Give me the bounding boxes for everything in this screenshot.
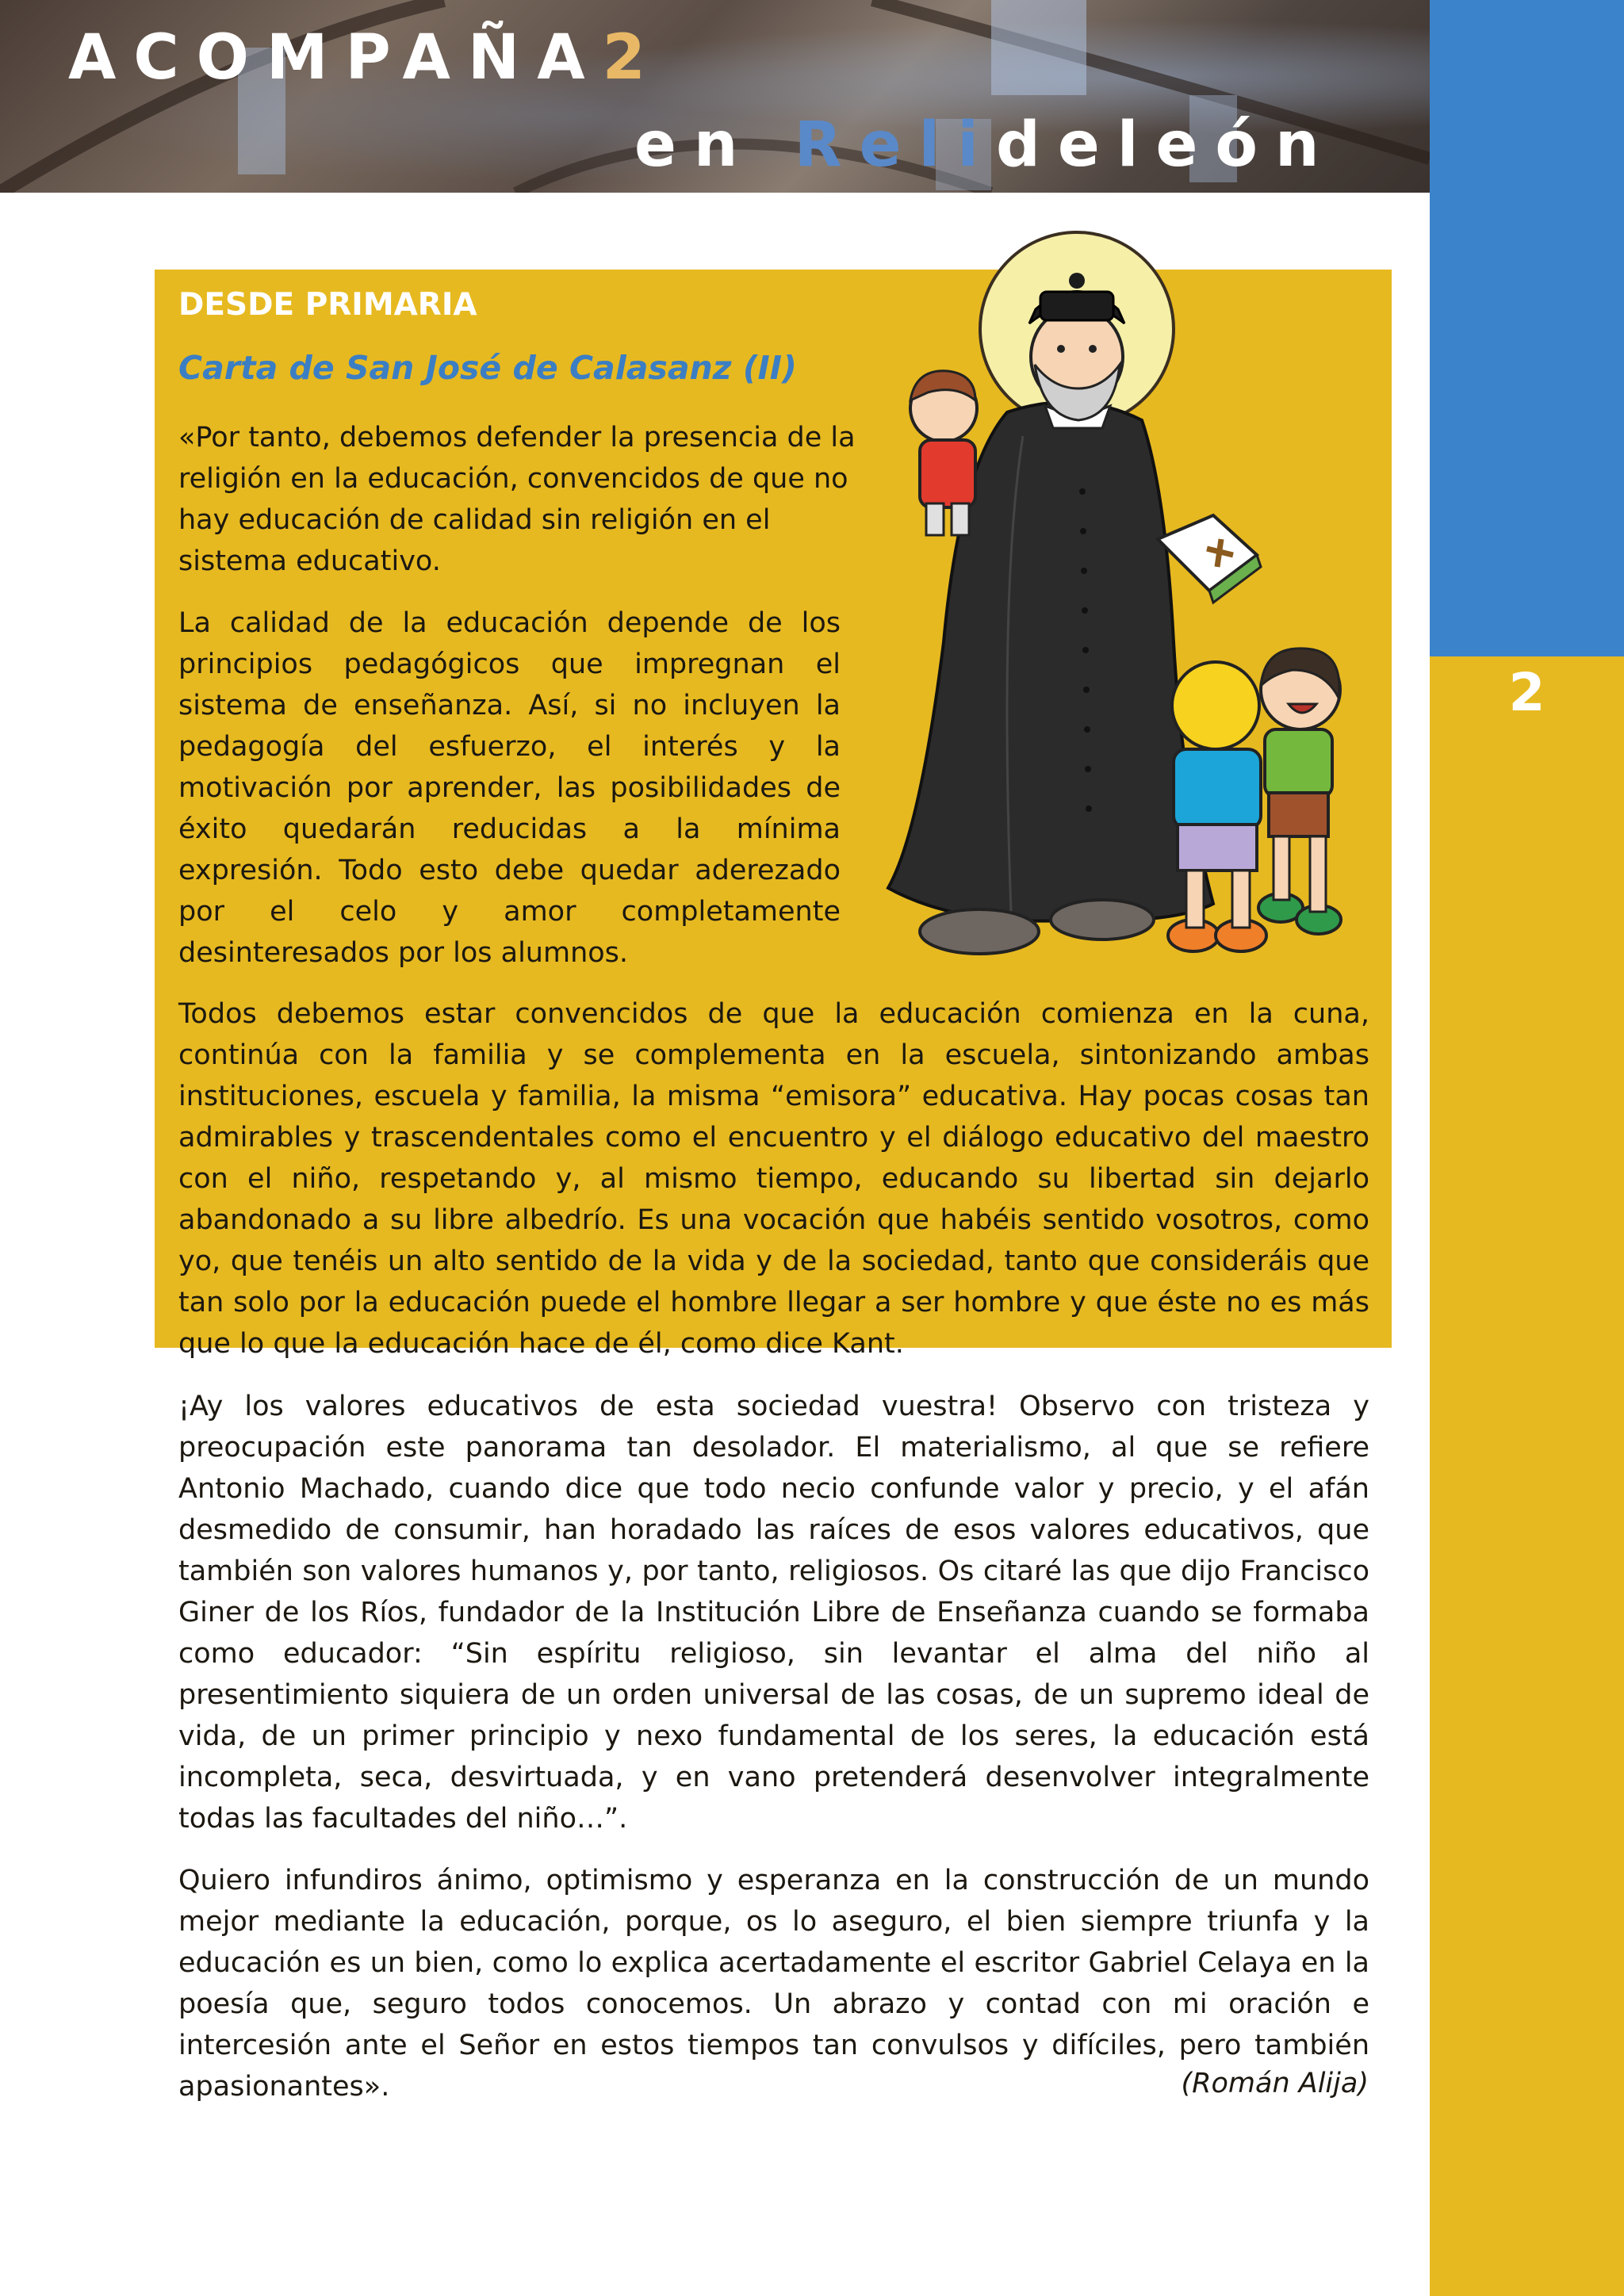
- author-signature: (Román Alija): [1181, 2068, 1369, 2099]
- paragraph-3: Todos debemos estar convencidos de que la educación comienza en la cuna, continúa con la familia y se complementa en la escuela, sintonizando ambas instituciones, escuela y familia, la misma “emisora” educativa. Hay pocas cosas tan admirables y trascendentales como el encuentro y el diálogo educativo del maestro con el niño, respetando y, al mismo tiempo, educando su libertad sin dejarlo abandonado a su libre albedrío. Es una vocación que habéis sentido vosotros, como yo, que tenéis un alto sentido de la vida y de la sociedad, tanto que consideráis que tan solo por la educación puede el hombre llegar a ser hombre y que éste no es más que lo que la educación hace de él, como dice Kant.: [178, 998, 1369, 1360]
- title-number: 2: [602, 22, 645, 94]
- subtitle-suffix: deleón: [996, 109, 1337, 181]
- saint-with-children-illustration: [841, 230, 1388, 975]
- page-number: 2: [1508, 662, 1545, 723]
- header-banner: [0, 0, 1430, 193]
- subtitle-prefix: en: [634, 109, 756, 181]
- sidebar-yellow-block: [1430, 656, 1624, 2296]
- title-word: ACOMPAÑA: [68, 22, 603, 94]
- paragraph-4: ¡Ay los valores educativos de esta sociedad vuestra! Observo con tristeza y preocupación este panorama tan desolador. El materialismo, al que se refiere Antonio Machado, cuando dice que todo necio confunde valor y precio, y el afán desmedido de consumir, han horadado las raíces de esos valores educativos, que también son valores humanos y, por tanto, religiosos. Os citaré las que dijo Francisco Giner de los Ríos, fundador de la Institución Libre de Enseñanza cuando se formaba como educador: “Sin espíritu religioso, sin levantar el alma del niño al presentimiento siquiera de un orden universal de las cosas, de un supremo ideal de vida, de un primer principio y nexo fundamental de los seres, la educación está incompleta, seca, desvirtuada, y en vano pretenderá desenvolver integralmente todas las facultades del niño…”.: [178, 1391, 1369, 1835]
- magazine-title: [68, 22, 645, 94]
- paragraph-2: La calidad de la educación depende de los principios pedagógicos que impregnan el sistema de enseñanza. Así, si no incluyen la pedagogía del esfuerzo, el interés y la motivación por aprender, las posibilidades de éxito quedarán reducidas a la mínima expresión. Todo esto debe quedar aderezado por el celo y amor completamente desinteresados por los alumnos.: [178, 607, 841, 969]
- paragraph-5: Quiero infundiros ánimo, optimismo y esperanza en la construcción de un mundo mejor mediante la educación, porque, os lo aseguro, el bien siempre triunfa y la educación es un bien, como lo explica acertadamente el escritor Gabriel Celaya en la poesía que, seguro todos conocemos. Un abrazo y contad con mi oración e intercesión ante el Señor en estos tiempos tan convulsos y difíciles, pero también apasionantes».: [178, 1865, 1369, 2103]
- subtitle-highlight: Reli: [794, 109, 997, 181]
- sidebar-blue-block: [1430, 0, 1624, 656]
- article-title: Carta de San José de Calasanz (II): [178, 349, 797, 387]
- paragraph-1: «Por tanto, debemos defender la presencia de la religión en la educación, convencidos de que no hay educación de calidad sin religión en el sistema educativo.: [178, 422, 856, 577]
- section-label: DESDE PRIMARIA: [178, 287, 477, 323]
- magazine-subtitle: [634, 109, 1337, 181]
